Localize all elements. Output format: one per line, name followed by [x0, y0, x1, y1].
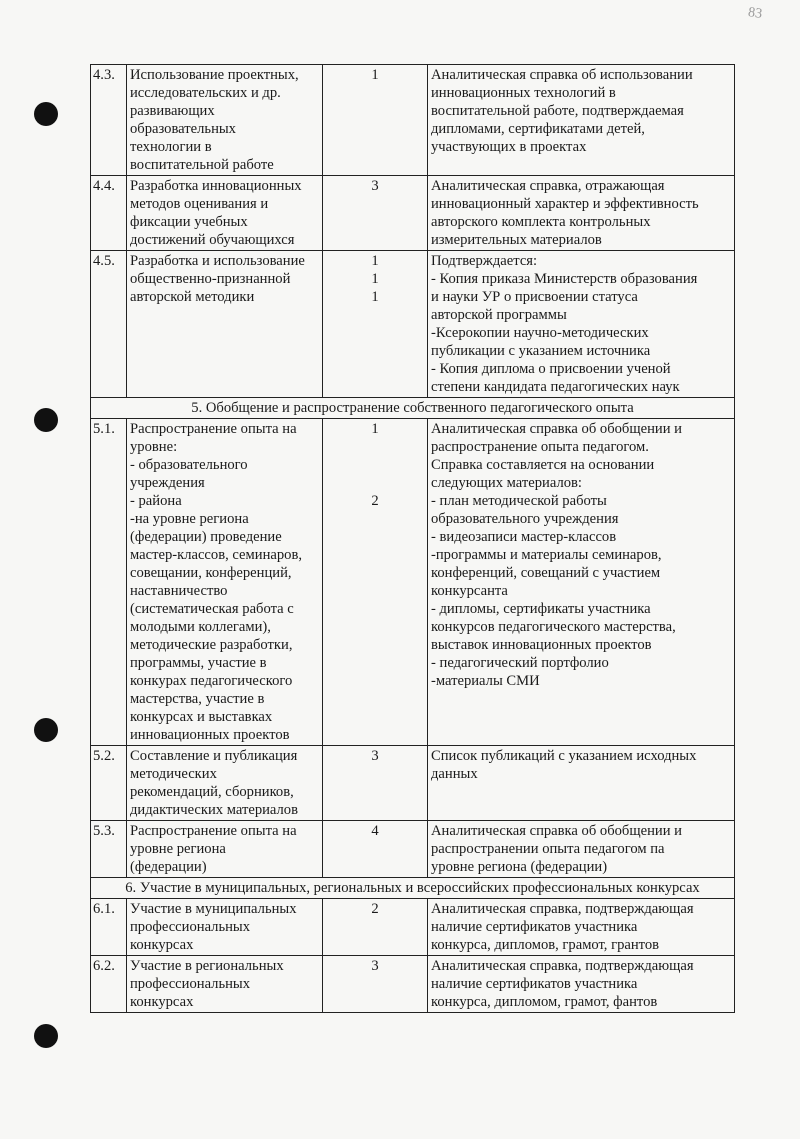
- evidence-cell: Аналитическая справка об обобщении и распространение опыта педагогом. Справка составляется на основании следующих материалов: - план методической работы образовательного учреждения - видеозаписи мастер-классов -программы и материалы семинаров, конференций, совещаний с участием конкурсанта - дипломы, сертификаты участника конкурсов педагогического мастерства, выставок инновационных проектов - педагогический портфолио -материалы СМИ: [428, 419, 735, 746]
- item-number: 5.2.: [91, 746, 127, 821]
- evidence-cell: Аналитическая справка, подтверждающая наличие сертификатов участника конкурса, дипломов, грамот, грантов: [428, 899, 735, 956]
- table-row: [91, 956, 735, 1013]
- item-number: 6.2.: [91, 956, 127, 1013]
- table-row: [91, 65, 735, 176]
- criterion-cell: Участие в региональных профессиональных конкурсах: [127, 956, 323, 1013]
- criteria-table-container: [90, 64, 734, 1013]
- criterion-cell: Распространение опыта на уровне региона (федерации): [127, 821, 323, 878]
- criterion-cell: Разработка и использование общественно-признанной авторской методики: [127, 251, 323, 398]
- section-title: 6. Участие в муниципальных, региональных и всероссийских профессиональных конкурсах: [91, 878, 735, 899]
- item-number: 4.5.: [91, 251, 127, 398]
- points-cell: 1 1 1: [323, 251, 428, 398]
- binder-hole-1: [34, 102, 58, 126]
- evidence-cell: Аналитическая справка об обобщении и распространении опыта педагогом па уровне региона (федерации): [428, 821, 735, 878]
- section-title: 5. Обобщение и распространение собственного педагогического опыта: [91, 398, 735, 419]
- evidence-cell: Подтверждается: - Копия приказа Министерств образования и науки УР о присвоении статуса авторской программы -Ксерокопии научно-методических публикации с указанием источника - Копия диплома о присвоении ученой степени кандидата педагогических наук: [428, 251, 735, 398]
- binder-hole-3: [34, 718, 58, 742]
- criterion-cell: Распространение опыта на уровне: - образовательного учреждения - района -на уровне региона (федерации) проведение мастер-классов, семинаров, совещании, конференций, наставничество (систематическая работа с молодыми коллегами), методические разработки, программы, участие в конкурах педагогического мастерства, участие в конкурсах и выставках инновационных проектов: [127, 419, 323, 746]
- item-number: 5.3.: [91, 821, 127, 878]
- criterion-cell: Разработка инновационных методов оценивания и фиксации учебных достижений обучающихся: [127, 176, 323, 251]
- points-cell: 3: [323, 956, 428, 1013]
- binder-hole-2: [34, 408, 58, 432]
- points-cell: 1: [323, 65, 428, 176]
- evidence-cell: Аналитическая справка об использовании инновационных технологий в воспитательной работе, подтверждаемая дипломами, сертификатами детей, участвующих в проектах: [428, 65, 735, 176]
- criterion-cell: Участие в муниципальных профессиональных конкурсах: [127, 899, 323, 956]
- section-header-row: [91, 878, 735, 899]
- evidence-cell: Аналитическая справка, подтверждающая наличие сертификатов участника конкурса, дипломом, грамот, фантов: [428, 956, 735, 1013]
- evidence-cell: Список публикаций с указанием исходных данных: [428, 746, 735, 821]
- page-number: 83: [747, 5, 764, 22]
- item-number: 4.4.: [91, 176, 127, 251]
- item-number: 6.1.: [91, 899, 127, 956]
- criterion-cell: Составление и публикация методических рекомендаций, сборников, дидактических материалов: [127, 746, 323, 821]
- criterion-cell: Использование проектных, исследовательских и др. развивающих образовательных технологии в воспитательной работе: [127, 65, 323, 176]
- item-number: 5.1.: [91, 419, 127, 746]
- table-row: [91, 251, 735, 398]
- evidence-cell: Аналитическая справка, отражающая инновационный характер и эффективность авторского комплекта контрольных измерительных материалов: [428, 176, 735, 251]
- table-row: [91, 176, 735, 251]
- points-cell: 3: [323, 176, 428, 251]
- table-row: [91, 899, 735, 956]
- table-row: [91, 419, 735, 746]
- points-cell: 2: [323, 899, 428, 956]
- criteria-table-body: [91, 65, 735, 1013]
- binder-hole-4: [34, 1024, 58, 1048]
- points-cell: 4: [323, 821, 428, 878]
- points-cell: 1 2: [323, 419, 428, 746]
- table-row: [91, 746, 735, 821]
- points-cell: 3: [323, 746, 428, 821]
- item-number: 4.3.: [91, 65, 127, 176]
- table-row: [91, 821, 735, 878]
- criteria-table: [90, 64, 735, 1013]
- section-header-row: [91, 398, 735, 419]
